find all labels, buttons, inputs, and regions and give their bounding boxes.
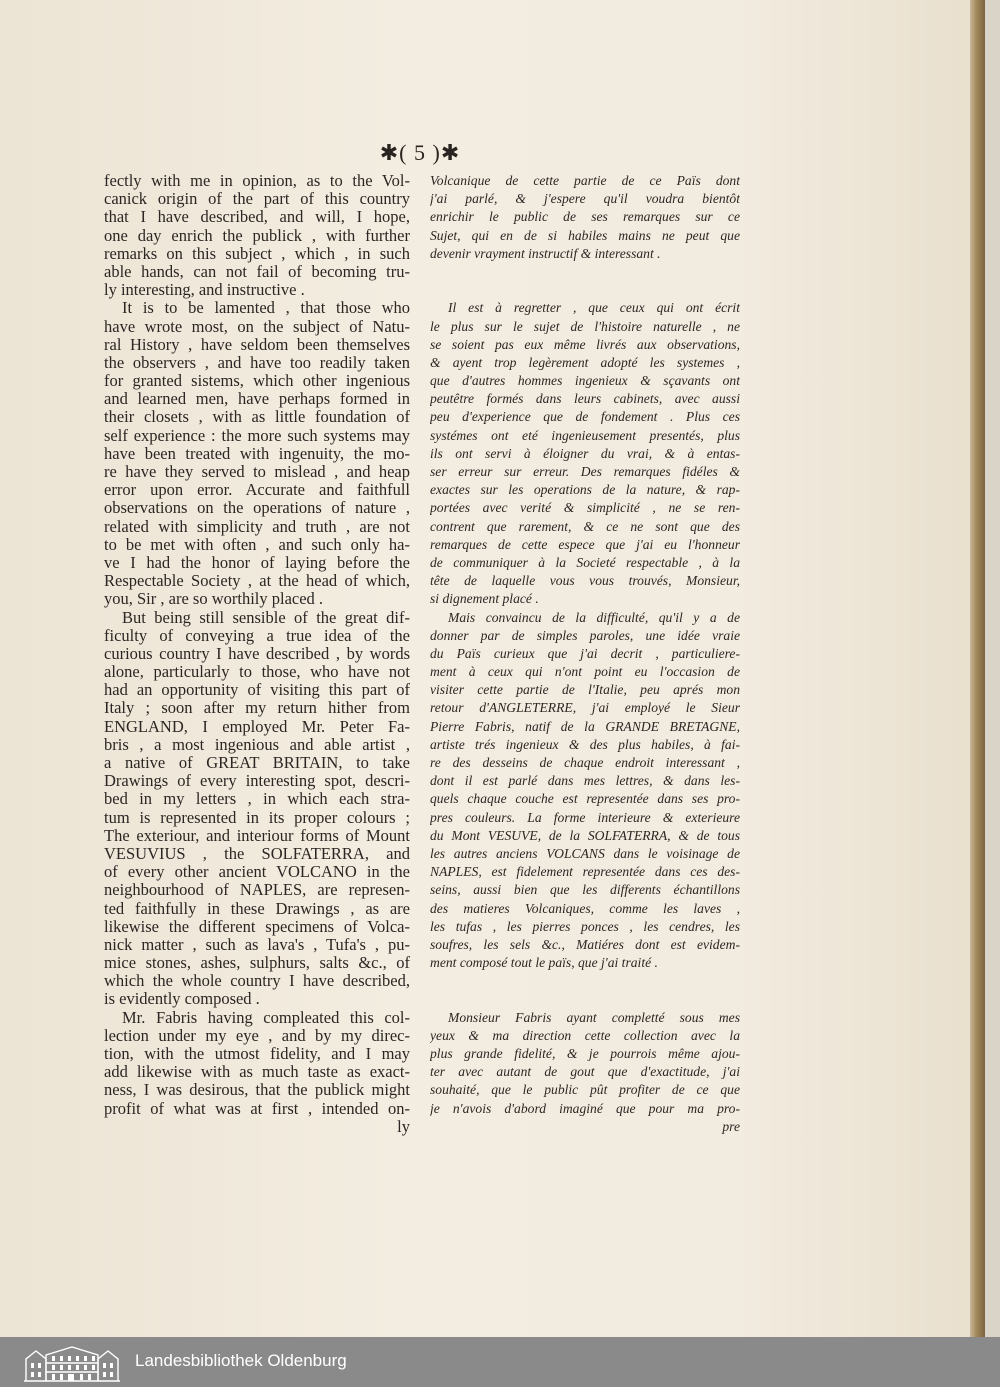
- text-line: you, Sir , are so worthily placed .: [104, 590, 324, 609]
- text-line: curious country I have described , by words: [104, 644, 410, 663]
- text-line: exactes sur les operations de la nature, & rap-: [430, 482, 740, 498]
- text-line: Volcanique de cette partie de ce Païs dont: [430, 173, 740, 188]
- text-line: si dignement placé .: [430, 591, 539, 607]
- text-line: pre: [722, 1118, 740, 1134]
- text-line: le plus sur le sujet de l'histoire naturelle , ne: [430, 318, 740, 334]
- text-line: NAPLES, est fidelement representée dans ces des-: [430, 864, 740, 880]
- text-line: tion, with the utmost fidelity, and I may: [104, 1045, 410, 1063]
- english-column: [104, 172, 410, 1136]
- text-line: peu d'experience que de fondement . Plus ces: [430, 409, 740, 425]
- text-line: for granted sistems, which other ingenious: [104, 372, 410, 391]
- text-line: their closets , with as little foundation of: [104, 408, 410, 427]
- page-edge: [970, 0, 985, 1337]
- text-line: The exteriour, and interiour forms of Mount: [104, 826, 410, 845]
- text-line: Italy ; soon after my return hither from: [104, 699, 410, 718]
- text-line: tum is represented in its proper colours ;: [104, 808, 410, 827]
- text-line: visiter cette partie de l'Italie, peu aprés mon: [430, 682, 740, 698]
- text-line: yeux & ma direction cette collection avec la: [430, 1027, 740, 1043]
- text-line: dont il est parlé dans mes lettres, & dans les-: [430, 773, 740, 789]
- text-line: is evidently composed .: [104, 990, 260, 1009]
- text-line: ly: [397, 1117, 410, 1136]
- text-line: que d'autres hommes ingenieux & sçavants ont: [430, 373, 740, 389]
- text-line: ment composé tout le païs, que j'ai traité .: [430, 955, 658, 971]
- text-line: error upon error. Accurate and faithfull: [104, 481, 410, 500]
- text-line: retour d'ANGLETERRE, j'ai employé le Sieur: [430, 700, 740, 716]
- text-line: Mr. Fabris having compleated this col-: [122, 1008, 410, 1027]
- text-line: a native of GREAT BRITAIN, to take: [104, 754, 410, 772]
- text-line: add likewise with as much taste as exact-: [104, 1063, 410, 1082]
- text-line: ENGLAND, I employed Mr. Peter Fa-: [104, 717, 410, 736]
- text-line: and learned men, have perhaps formed in: [104, 390, 410, 409]
- text-line: & ayent trop legèrement adopté les systemes ,: [430, 354, 740, 370]
- text-line: bed in my letters , in which each stra-: [104, 790, 410, 809]
- text-line: Drawings of every interesting spot, descri-: [104, 772, 410, 791]
- text-line: mice stones, ashes, sulphurs, salts &c., of: [104, 954, 410, 973]
- text-line: donner par de simples paroles, une idée vraie: [430, 627, 740, 643]
- text-line: pres couleurs. La forme interieure & exterieure: [430, 809, 740, 825]
- text-line: soufres, les sels &c., Matiéres dont est evidem-: [430, 936, 740, 952]
- text-line: ted faithfully in these Drawings , as are: [104, 899, 410, 918]
- text-line: the observers , and have too readily taken: [104, 353, 410, 372]
- text-line: j'ai parlé, & j'espere qu'il voudra bientôt: [430, 191, 740, 207]
- text-line: Pierre Fabris, natif de la GRANDE BRETAGNE,: [430, 718, 740, 734]
- text-line: have been treated with ingenuity, the mo-: [104, 444, 410, 463]
- text-line: Respectable Society , at the head of which,: [104, 572, 410, 591]
- text-line: peutêtre formés dans leurs cabinets, avec aussi: [430, 391, 740, 407]
- text-line: ness, I was desirous, that the publick might: [104, 1081, 410, 1100]
- text-line: les tufas , les pierres ponces , les cendres, les: [430, 918, 740, 934]
- text-line: contrent que rarement, & ce ne sont que des: [430, 518, 740, 534]
- text-line: portées avec verité & simplicité , ne se ren-: [430, 500, 740, 516]
- text-line: souhaité, que le public pût profiter de ce que: [430, 1082, 740, 1098]
- library-building-icon: [22, 1343, 122, 1383]
- text-line: seins, aussi bien que les differents échantillons: [430, 882, 740, 898]
- text-line: ficulty of conveying a true idea of the: [104, 626, 410, 645]
- text-line: quels chaque couche est representée dans ses pro-: [430, 791, 740, 807]
- text-line: able hands, can not fail of becoming tru-: [104, 262, 410, 281]
- text-line: du Païs curieux que j'ai decrit , particuliere-: [430, 645, 740, 661]
- text-line: fectly with me in opinion, as to the Vol-: [104, 172, 410, 190]
- text-line: ils ont servi à éloigner du vrai, & à entas-: [430, 445, 740, 461]
- text-line: devenir vrayment instructif & interessant .: [430, 245, 661, 261]
- text-line: les autres anciens VOLCANS dans le voisinage de: [430, 845, 740, 861]
- text-line: had an opportunity of visiting this part of: [104, 681, 410, 700]
- text-line: je n'avois d'abord imaginé que pour ma pro-: [430, 1100, 740, 1116]
- text-line: canick origin of the part of this country: [104, 190, 410, 209]
- text-line: that I have described, and will, I hope,: [104, 208, 410, 227]
- text-line: neighbourhood of NAPLES, are represen-: [104, 881, 410, 900]
- text-line: Il est à regretter , que ceux qui ont écrit: [448, 300, 740, 316]
- text-line: enrichir le public de ses remarques sur ce: [430, 209, 740, 225]
- text-line: plus grande fidelité, & je pourrois même ajou-: [430, 1046, 740, 1061]
- text-line: one day enrich the publick , with further: [104, 226, 410, 245]
- text-line: which the whole country I have described,: [104, 972, 410, 991]
- text-line: de communiquer à la Societé respectable , à la: [430, 554, 740, 570]
- text-line: alone, particularly to those, who have not: [104, 663, 410, 682]
- page-number: ✱( 5 )✱: [379, 140, 461, 165]
- text-line: bris , a most ingenious and able artist ,: [104, 735, 410, 754]
- text-line: It is to be lamented , that those who: [122, 299, 410, 318]
- text-line: But being still sensible of the great dif-: [122, 608, 410, 627]
- text-line: artiste trés ingenieux & des plus habiles, à fai-: [430, 736, 740, 752]
- text-line: nick matter , such as lava's , Tufa's , pu-: [104, 935, 410, 954]
- text-line: systémes ont eté ingenieusement presentés, plus: [430, 427, 740, 443]
- text-line: related with simplicity and truth , are not: [104, 517, 410, 536]
- text-line: Monsieur Fabris ayant completté sous mes: [448, 1009, 740, 1025]
- text-line: du Mont VESUVE, de la SOLFATERRA, & de tous: [430, 827, 740, 843]
- text-line: observations on the operations of nature ,: [104, 499, 410, 518]
- text-line: se soient pas eux même livrés aux observations,: [430, 336, 740, 352]
- text-line: remarks on this subject , which , in such: [104, 244, 410, 263]
- text-line: ve I had the honor of laying before the: [104, 553, 410, 572]
- text-line: ser erreur sur erreur. Des remarques fidéles &: [430, 464, 740, 479]
- text-line: ment à ceux qui n'ont point eu l'occasion de: [430, 664, 740, 680]
- text-line: re have they served to mislead , and heap: [104, 463, 410, 481]
- text-line: Sujet, qui en de si habiles mains ne peut que: [430, 227, 740, 243]
- text-line: ly interesting, and instructive .: [104, 281, 305, 300]
- text-line: remarques de cette espece que j'ai eu l'honneur: [430, 536, 740, 552]
- library-name: Landesbibliothek Oldenburg: [135, 1351, 347, 1370]
- text-line: to be met with often , and such only ha-: [104, 535, 410, 554]
- text-line: of every other ancient VOLCANO in the: [104, 863, 410, 882]
- text-line: ral History , have seldom been themselves: [104, 335, 410, 354]
- library-footer: [0, 1337, 1000, 1387]
- text-line: have wrote most, on the subject of Natu-: [104, 317, 410, 336]
- text-line: likewise the different specimens of Volca-: [104, 917, 410, 936]
- text-line: VESUVIUS , the SOLFATERRA, and: [104, 844, 410, 863]
- text-line: profit of what was at first , intended on-: [104, 1099, 410, 1118]
- text-line: self experience : the more such systems may: [104, 426, 410, 445]
- text-line: ter avec autant de gout que d'exactitude, j'ai: [430, 1064, 740, 1080]
- text-line: des matieres Volcaniques, comme les laves ,: [430, 900, 740, 916]
- french-column: [430, 172, 740, 1136]
- text-line: tête de laquelle vous vous trouvés, Monsieur,: [430, 573, 740, 589]
- text-line: Mais convaincu de la difficulté, qu'il y a de: [448, 609, 740, 625]
- text-line: re des desseins de chaque endroit interessant ,: [430, 755, 740, 770]
- text-line: lection under my eye , and by my direc-: [104, 1026, 410, 1045]
